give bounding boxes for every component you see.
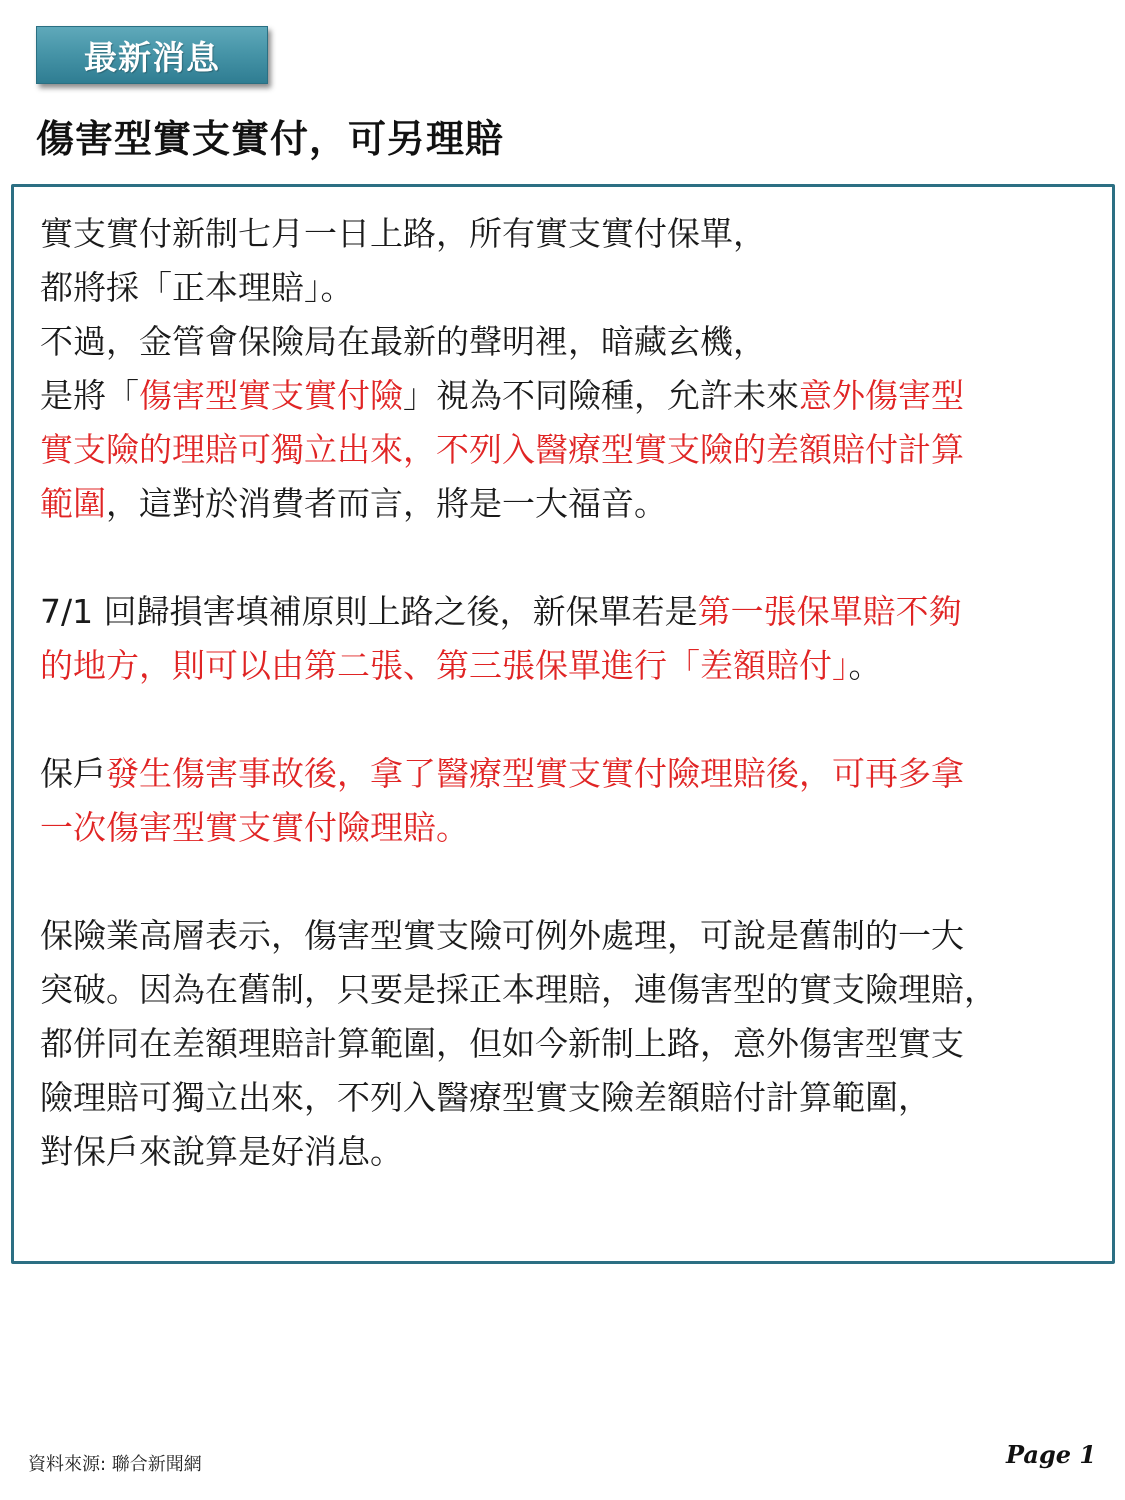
p2-line-2-end: 。 <box>848 646 882 685</box>
p1-highlight-line-5: 實支險的理賠可獨立出來，不列入醫療型實支險的差額賠付計算 <box>40 430 964 469</box>
p1-line-3: 不過，金管會保險局在最新的聲明裡，暗藏玄機， <box>40 322 766 361</box>
page-number: Page 1 <box>1006 1440 1097 1469</box>
p4-line-1: 保險業高層表示，傷害型實支險可例外處理，可說是舊制的一大 <box>40 916 964 955</box>
paragraph-3 <box>40 747 1112 855</box>
p3-highlight-line-2: 一次傷害型實支實付險理賠。 <box>40 808 469 847</box>
p1-line-6-end: ，這對於消費者而言，將是一大福音。 <box>106 484 667 523</box>
p1-highlight-accident-start: 意外傷害型 <box>799 376 964 415</box>
paragraph-4 <box>40 909 1112 1179</box>
p3-line-1-start: 保戶 <box>40 754 106 793</box>
p1-line-4-middle: 」視為不同險種，允許未來 <box>403 376 799 415</box>
p2-highlight-first-policy: 第一張保單賠不夠 <box>697 592 962 631</box>
p4-line-5: 對保戶來說算是好消息。 <box>40 1132 403 1171</box>
banner-label: 最新消息 <box>84 37 220 77</box>
latest-news-banner <box>36 26 268 84</box>
p1-highlight-injury-insurance: 傷害型實支實付險 <box>139 376 403 415</box>
article-content-box <box>11 184 1115 1264</box>
p4-line-3: 都併同在差額理賠計算範圍，但如今新制上路，意外傷害型實支 <box>40 1024 964 1063</box>
p2-line-1-start: 7/1 回歸損害填補原則上路之後，新保單若是 <box>40 592 698 631</box>
article-headline: 傷害型實支實付，可另理賠 <box>36 117 505 161</box>
p2-highlight-differential-payment: 的地方，則可以由第二張、第三張保單進行「差額賠付」 <box>40 646 849 685</box>
p4-line-4: 險理賠可獨立出來，不列入醫療型實支險差額賠付計算範圍， <box>40 1078 931 1117</box>
paragraph-2 <box>40 585 1112 693</box>
p1-line-2: 都將採「正本理賠」。 <box>40 268 354 307</box>
paragraph-1 <box>40 207 1112 531</box>
source-credit: 資料來源: 聯合新聞網 <box>28 1454 202 1475</box>
p1-highlight-scope: 範圍 <box>40 484 106 523</box>
p3-highlight-line-1: 發生傷害事故後，拿了醫療型實支實付險理賠後，可再多拿 <box>106 754 964 793</box>
p4-line-2: 突破。因為在舊制，只要是採正本理賠，連傷害型的實支險理賠， <box>40 970 997 1009</box>
p1-line-1: 實支實付新制七月一日上路，所有實支實付保單， <box>40 214 766 253</box>
p1-line-4-start: 是將「 <box>40 376 139 415</box>
